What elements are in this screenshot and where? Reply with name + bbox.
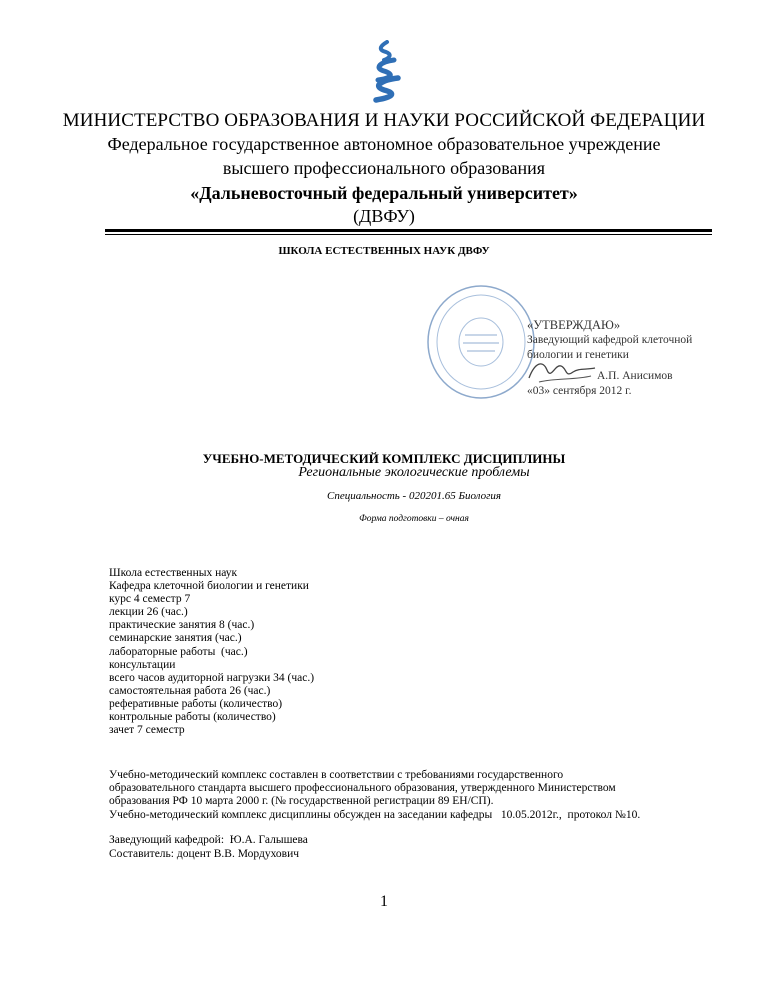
institution-type: Федеральное государственное автономное образовательное учреждение bbox=[107, 134, 661, 154]
approval-position-line2: биологии и генетики bbox=[527, 349, 629, 361]
education-level: высшего профессионального образования bbox=[222, 158, 546, 178]
author: Составитель: доцент В.В. Мордухович bbox=[109, 847, 300, 860]
paragraph-line: образования РФ 10 марта 2000 г. (№ государственной регистрации 89 ЕН/СП). bbox=[109, 795, 494, 808]
detail-line: всего часов аудиторной нагрузки 34 (час.) bbox=[109, 671, 315, 684]
compliance-paragraph bbox=[109, 769, 640, 822]
detail-line: курс 4 семестр 7 bbox=[109, 593, 191, 606]
study-form: Форма подготовки – очная bbox=[359, 514, 469, 524]
detail-line: лекции 26 (час.) bbox=[109, 606, 188, 619]
department-head: Заведующий кафедрой: Ю.А. Галышева bbox=[109, 834, 308, 846]
approval-signatory: А.П. Анисимов bbox=[597, 370, 673, 382]
page-number: 1 bbox=[380, 893, 388, 910]
approval-position-line1: Заведующий кафедрой клеточной bbox=[527, 334, 693, 346]
detail-line: Школа естественных наук bbox=[109, 567, 238, 579]
detail-line: Кафедра клеточной биологии и генетики bbox=[109, 580, 309, 593]
paragraph-line: Учебно-методический комплекс составлен в соответствии с требованиями государственного bbox=[109, 769, 564, 781]
paragraph-line: Учебно-методический комплекс дисциплины обсужден на заседании кафедры 10.05.2012г., протокол №10. bbox=[109, 808, 641, 821]
university-logo-icon bbox=[366, 40, 406, 104]
detail-line: консультации bbox=[109, 658, 176, 671]
university-abbreviation: (ДВФУ) bbox=[353, 206, 415, 226]
specialty: Специальность - 020201.65 Биология bbox=[326, 490, 502, 502]
document-title: УЧЕБНО-МЕТОДИЧЕСКИЙ КОМПЛЕКС ДИСЦИПЛИНЫ bbox=[202, 451, 566, 466]
detail-line: контрольные работы (количество) bbox=[109, 711, 276, 724]
approval-date: «03» сентября 2012 г. bbox=[527, 385, 632, 397]
official-stamp-icon bbox=[425, 283, 537, 401]
detail-line: самостоятельная работа 26 (час.) bbox=[109, 684, 271, 697]
ministry-heading: МИНИСТЕРСТВО ОБРАЗОВАНИЯ И НАУКИ РОССИЙСКОЙ ФЕДЕРАЦИИ bbox=[62, 110, 706, 131]
detail-line: практические занятия 8 (час.) bbox=[109, 619, 255, 632]
header-divider bbox=[105, 229, 712, 232]
staff-block bbox=[109, 834, 308, 861]
detail-line: реферативные работы (количество) bbox=[109, 697, 283, 710]
header-divider-thin bbox=[105, 234, 712, 235]
university-name: «Дальневосточный федеральный университет» bbox=[190, 183, 578, 203]
approval-heading: «УТВЕРЖДАЮ» bbox=[527, 318, 621, 332]
detail-line: семинарские занятия (час.) bbox=[109, 632, 242, 645]
paragraph-line: образовательного стандарта высшего профессионального образования, утвержденного Министерством bbox=[109, 782, 616, 795]
detail-line: зачет 7 семестр bbox=[109, 724, 185, 737]
detail-line: лабораторные работы (час.) bbox=[109, 645, 248, 658]
school-name: ШКОЛА ЕСТЕСТВЕННЫХ НАУК ДВФУ bbox=[278, 245, 490, 257]
discipline-name: Региональные экологические проблемы bbox=[298, 465, 530, 480]
course-details bbox=[109, 567, 314, 737]
handwritten-signature-icon bbox=[525, 356, 615, 386]
